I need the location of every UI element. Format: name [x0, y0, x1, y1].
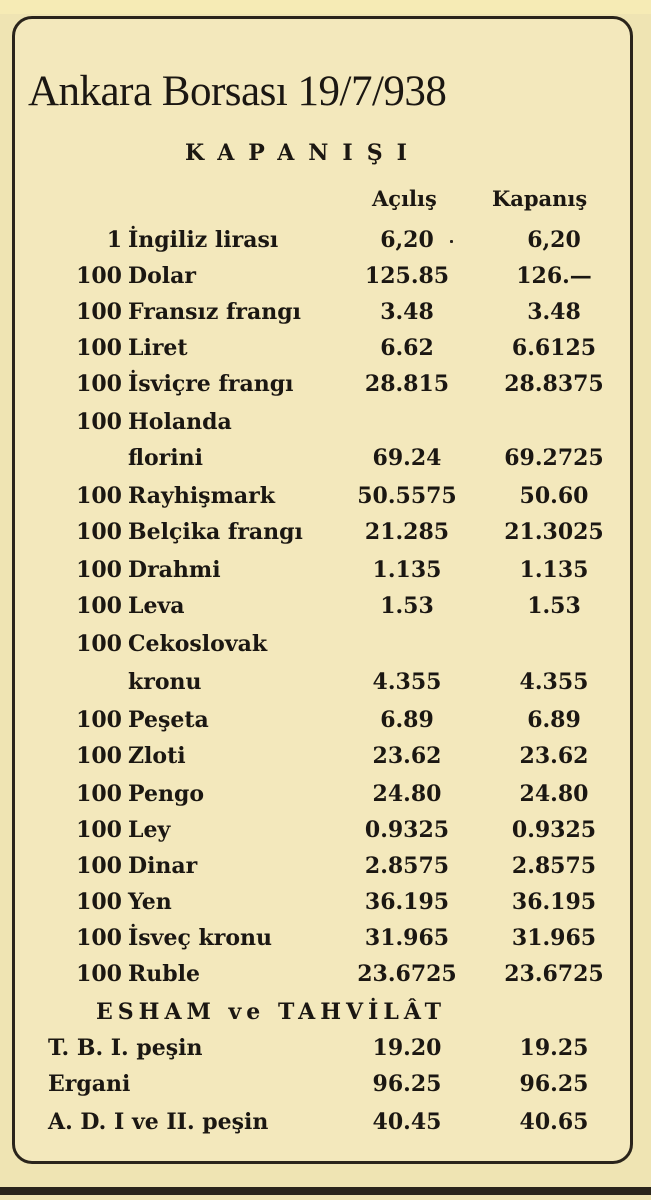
opening-rate: 23.62 — [372, 743, 442, 769]
closing-rate: 36.195 — [511, 889, 597, 915]
closing-rate: 6.6125 — [511, 335, 597, 361]
closing-rate: 3.48 — [527, 299, 581, 325]
quantity: 100 — [76, 371, 122, 397]
currency-name: İsviçre frangı — [128, 371, 294, 397]
opening-rate: 21.285 — [364, 519, 450, 545]
opening-rate: 6.62 — [380, 335, 434, 361]
rate-row — [0, 222, 651, 258]
opening-rate: 1.135 — [372, 557, 442, 583]
security-row — [0, 1066, 651, 1102]
opening-rate: 50.5575 — [357, 483, 457, 509]
rate-row — [0, 848, 651, 884]
print-speck — [450, 240, 453, 243]
rate-row — [0, 440, 651, 476]
closing-rate: 23.62 — [519, 743, 589, 769]
currency-name: Rayhişmark — [128, 483, 275, 509]
rate-row — [0, 588, 651, 624]
closing-rate: 21.3025 — [504, 519, 604, 545]
opening-rate: 125.85 — [364, 263, 450, 289]
quantity: 100 — [76, 781, 122, 807]
closing-rate: 50.60 — [519, 483, 589, 509]
opening-rate: 6.89 — [380, 707, 434, 733]
rate-row — [0, 478, 651, 514]
rate-row — [0, 626, 651, 662]
currency-name: Zloti — [128, 743, 186, 769]
quantity: 100 — [76, 557, 122, 583]
quantity: 100 — [76, 409, 122, 435]
closing-rate: 23.6725 — [504, 961, 604, 987]
currency-name: Drahmi — [128, 557, 221, 583]
quantity: 100 — [76, 335, 122, 361]
quantity: 100 — [76, 853, 122, 879]
opening-rate: 36.195 — [364, 889, 450, 915]
quantity: 100 — [76, 817, 122, 843]
closing-rate: 1.53 — [527, 593, 581, 619]
quantity: 100 — [76, 961, 122, 987]
quantity: 1 — [106, 227, 122, 253]
quantity: 100 — [76, 889, 122, 915]
opening-rate: 31.965 — [364, 925, 450, 951]
closing-rate: 0.9325 — [511, 817, 597, 843]
opening-rate: 28.815 — [364, 371, 450, 397]
opening-rate: 6,20 — [380, 227, 434, 253]
currency-name: Dolar — [128, 263, 196, 289]
rate-row — [0, 920, 651, 956]
rate-row — [0, 330, 651, 366]
closing-rate: 31.965 — [511, 925, 597, 951]
quantity: 100 — [76, 925, 122, 951]
rate-row — [0, 884, 651, 920]
currency-name: Fransız frangı — [128, 299, 302, 325]
closing-rate: 1.135 — [519, 557, 589, 583]
rate-row — [0, 812, 651, 848]
quantity: 100 — [76, 483, 122, 509]
currency-name: Ruble — [128, 961, 201, 987]
security-name: A. D. I ve II. peşin — [48, 1109, 269, 1135]
currency-name: Belçika frangı — [128, 519, 303, 545]
currency-name: Peşeta — [128, 707, 209, 733]
currency-name: Yen — [128, 889, 172, 915]
opening-rate: 23.6725 — [357, 961, 457, 987]
opening-rate: 69.24 — [372, 445, 442, 471]
page-title: Ankara Borsası 19/7/938 — [28, 68, 447, 115]
column-header-close: Kapanış — [492, 186, 588, 211]
currency-name: Ley — [128, 817, 171, 843]
closing-rate: 6,20 — [527, 227, 581, 253]
closing-rate: 4.355 — [519, 669, 589, 695]
rate-row — [0, 366, 651, 402]
bottom-rule — [0, 1187, 651, 1195]
closing-rate: 6.89 — [527, 707, 581, 733]
closing-rate: 69.2725 — [504, 445, 604, 471]
rate-row — [0, 404, 651, 440]
opening-rate: 4.355 — [372, 669, 442, 695]
rate-row — [0, 664, 651, 700]
quantity: 100 — [76, 743, 122, 769]
currency-name: Cekoslovak — [128, 631, 268, 657]
opening-rate: 3.48 — [380, 299, 434, 325]
rate-row — [0, 552, 651, 588]
closing-rate: 24.80 — [519, 781, 589, 807]
currency-name: İsveç kronu — [128, 925, 273, 951]
opening-rate: 19.20 — [372, 1035, 442, 1061]
opening-rate: 0.9325 — [364, 817, 450, 843]
security-row — [0, 1030, 651, 1066]
currency-name: Leva — [128, 593, 185, 619]
quantity: 100 — [76, 299, 122, 325]
page-subtitle: KAPANIŞI — [185, 140, 421, 166]
opening-rate: 1.53 — [380, 593, 434, 619]
closing-rate: 126.— — [516, 263, 592, 289]
opening-rate: 96.25 — [372, 1071, 442, 1097]
rate-row — [0, 702, 651, 738]
column-header-open: Açılış — [372, 186, 437, 211]
paper-edge — [0, 0, 651, 14]
closing-rate: 40.65 — [519, 1109, 589, 1135]
rate-row — [0, 738, 651, 774]
currency-name: Dinar — [128, 853, 198, 879]
currency-name: İngiliz lirası — [128, 227, 279, 253]
rate-row — [0, 956, 651, 992]
security-name: Ergani — [48, 1071, 131, 1097]
opening-rate: 24.80 — [372, 781, 442, 807]
quantity: 100 — [76, 593, 122, 619]
rate-row — [0, 514, 651, 550]
opening-rate: 2.8575 — [364, 853, 450, 879]
currency-name: Liret — [128, 335, 188, 361]
security-name: T. B. I. peşin — [48, 1035, 203, 1061]
rate-row — [0, 776, 651, 812]
quantity: 100 — [76, 707, 122, 733]
currency-name: florini — [128, 445, 203, 471]
quantity: 100 — [76, 263, 122, 289]
section-title: ESHAM ve TAHVİLÂT — [96, 999, 447, 1025]
security-row — [0, 1104, 651, 1140]
rate-row — [0, 258, 651, 294]
closing-rate: 2.8575 — [511, 853, 597, 879]
closing-rate: 28.8375 — [504, 371, 604, 397]
quantity: 100 — [76, 631, 122, 657]
rate-row — [0, 294, 651, 330]
closing-rate: 96.25 — [519, 1071, 589, 1097]
closing-rate: 19.25 — [519, 1035, 589, 1061]
currency-name: kronu — [128, 669, 202, 695]
currency-name: Pengo — [128, 781, 205, 807]
currency-name: Holanda — [128, 409, 232, 435]
opening-rate: 40.45 — [372, 1109, 442, 1135]
quantity: 100 — [76, 519, 122, 545]
